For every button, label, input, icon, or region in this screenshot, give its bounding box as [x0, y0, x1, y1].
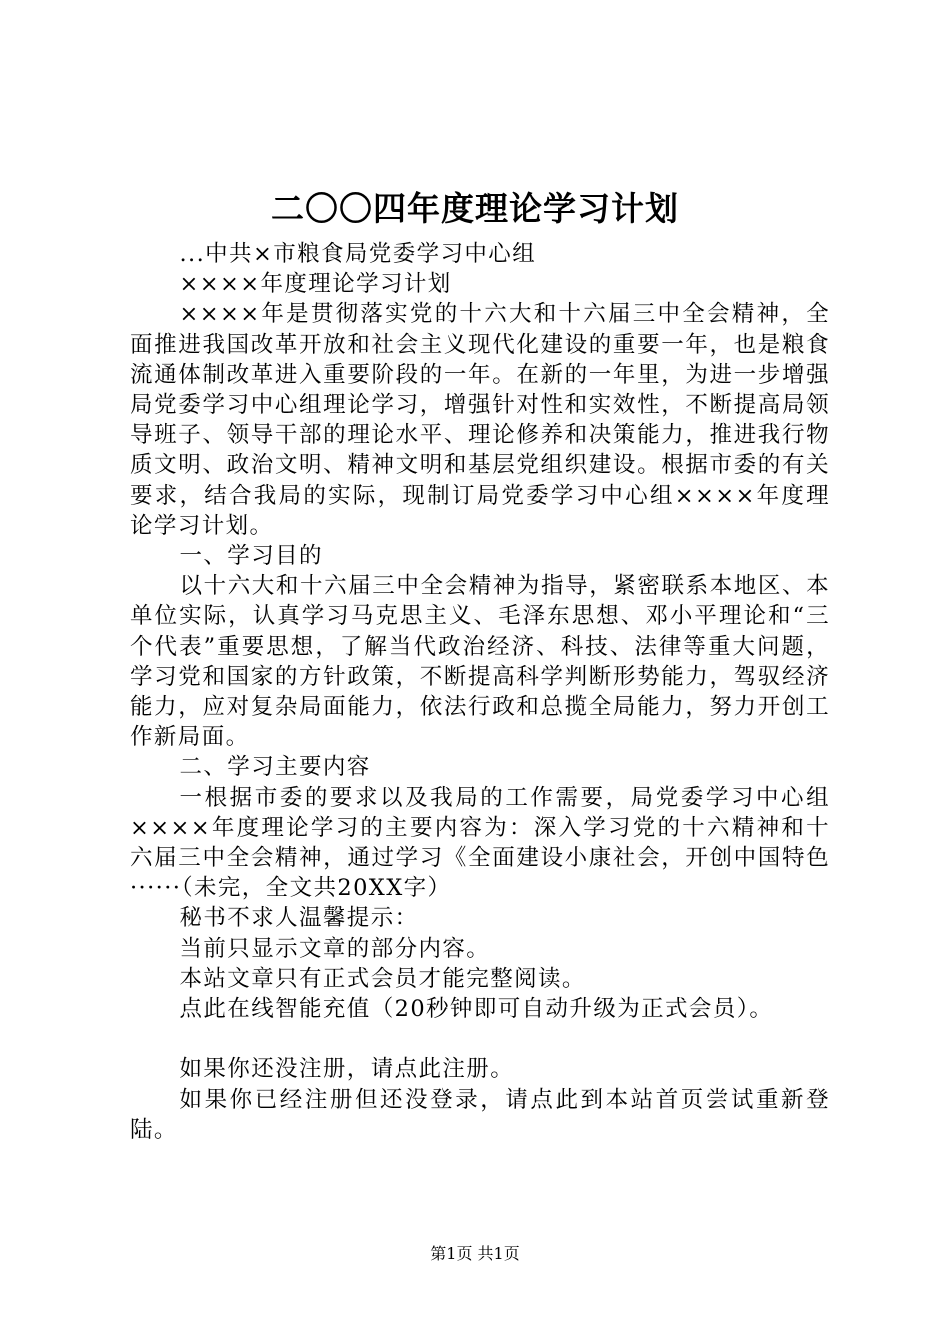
- blank-line: [130, 1024, 830, 1054]
- section-heading-content: 二、学习主要内容: [179, 754, 371, 781]
- recharge-link[interactable]: 点此在线智能充值（20秒钟即可自动升级为正式会员）。: [179, 996, 774, 1023]
- notice-heading: 秘书不求人温馨提示：: [179, 905, 419, 932]
- login-link[interactable]: 如果你已经注册但还没登录，请点此到本站首页尝试重新登陆。: [130, 1086, 830, 1143]
- paragraph-goal: 以十六大和十六届三中全会精神为指导，紧密联系本地区、本单位实际，认真学习马克思主义、毛泽东思想、邓小平理论和“三个代表”重要思想，了解当代政治经济、科技、法律等重大问题，学习党和国家的方针政策，不断提高科学判断形势能力，驾驭经济能力，应对复杂局面能力，依法行政和总揽全局能力，努力开创工作新局面。: [130, 573, 830, 751]
- paragraph-intro: ××××年是贯彻落实党的十六大和十六届三中全会精神，全面推进我国改革开放和社会主义现代化建设的重要一年，也是粮食流通体制改革进入重要阶段的一年。在新的一年里，为进一步增强局党委学习中心组理论学习，增强针对性和实效性，不断提高局领导班子、领导干部的理论水平、理论修养和决策能力，推进我行物质文明、政治文明、精神文明和基层党组织建设。根据市委的有关要求，结合我局的实际，现制订局党委学习中心组××××年度理论学习计划。: [130, 301, 830, 539]
- register-link[interactable]: 如果你还没注册，请点此注册。: [179, 1056, 515, 1083]
- notice-partial: 当前只显示文章的部分内容。: [179, 935, 491, 962]
- paragraph-plan-title: ××××年度理论学习计划: [179, 271, 452, 298]
- notice-members-only[interactable]: 本站文章只有正式会员才能完整阅读。: [179, 965, 586, 992]
- page-footer: 第1页 共1页: [430, 1244, 520, 1263]
- paragraph-org: ...中共×市粮食局党委学习中心组: [179, 241, 537, 267]
- document-body: [130, 239, 830, 1145]
- paragraph-content: 一根据市委的要求以及我局的工作需要，局党委学习中心组××××年度理论学习的主要内容为：深入学习党的十六精神和十六届三中全会精神，通过学习《全面建设小康社会，开创中国特色······（未完，全文共20XX字）: [130, 784, 830, 902]
- document-title: 二〇〇四年度理论学习计划: [271, 189, 679, 228]
- section-heading-goal: 一、学习目的: [179, 543, 323, 570]
